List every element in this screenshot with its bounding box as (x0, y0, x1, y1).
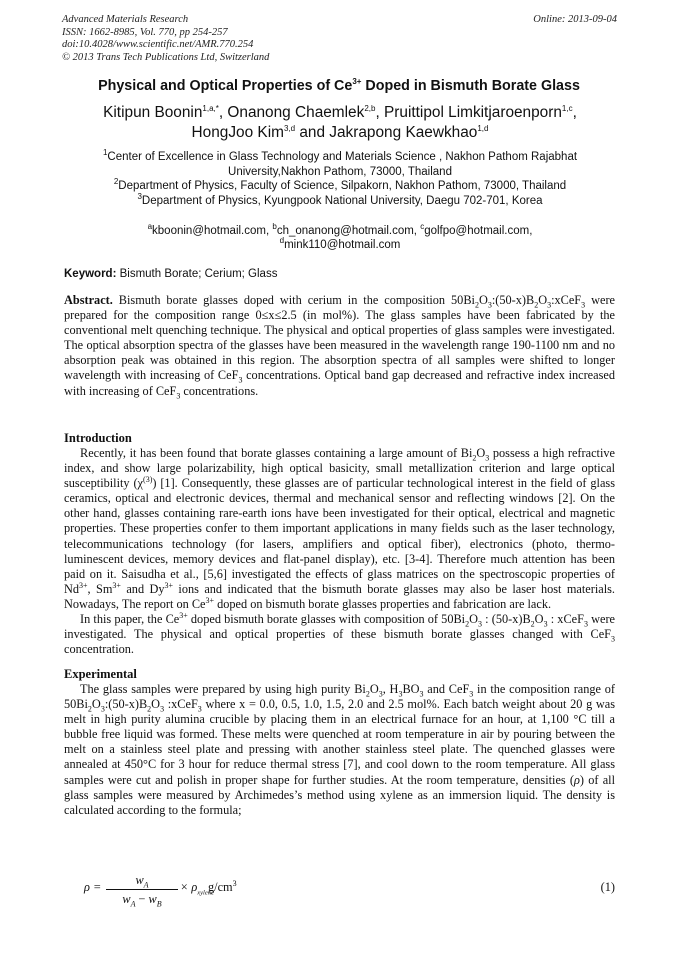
author: , Onanong Chaemlek (218, 104, 365, 121)
equation-units: $g/cm^3$ (208, 878, 237, 894)
author: , Pruittipol Limkitjaroenporn (375, 104, 562, 121)
copyright: © 2013 Trans Tech Publications Ltd, Switzerland (62, 51, 270, 63)
journal-header (62, 14, 617, 64)
author-list: Kitipun Boonin$^{1,a,*}$, Onanong Chaemlek$^{2,b}$, Pruittipol Limkitjaroenporn$^{1,c}$, HongJoo Kim$^{3,d}$ and Jakrapong Kaewkhao$^{1,d}$ (103, 103, 577, 141)
issn: ISSN: 1662-8985, Vol. 770, pp 254-257 (62, 26, 228, 38)
section-heading-introduction: Introduction (64, 431, 132, 445)
abstract: Abstract. Bismuth borate glasses doped with cerium in the composition $50Bi_2O_3:(50-x)B_2O_3:xCeF_3$ were prepared for the composition range 0≤x≤2.5 (in mol%). The glass samples have been fabricated by the conventional melt quenching technique. The physical and optical properties of glass samples were investigated. The optical absorption spectra of the glasses have been measured in the wavelength range 190-1100 nm and no absorption peak was obtained in this region. The absorption spectra of all samples were shifted to longer wavelength with increasing of CeF$_3$ concentrations. Optical band gap decreased and refractive index increased with increasing of CeF$_3$ concentrations. (64, 293, 615, 401)
author-emails: $^a$kboonin@hotmail.com, $^b$ch_onanong@hotmail.com, $^c$golfpo@hotmail.com, $^d$mink110@hotmail.com (147, 222, 533, 251)
author: HongJoo Kim (191, 124, 284, 141)
author: and Jakrapong Kaewkhao (295, 124, 478, 141)
introduction-text: Recently, it has been found that borate glasses containing a large amount of $Bi_2O_3$ possess a high refractive index, and show large polarizability, high optical basicity, small metallization criterion and large optical susceptibility $(\chi^{(3)})$ [1]. Consequently, these glasses are of particular technological interest in the field of glass ceramics, optical and electronic devices, thermal and mechanical sensor and reflecting windows [2]. On the other hand, glasses containing rare-earth ions have been investigated for their optical, electrical and magnetic properties. These properties confer to them important applications in many fields such as the laser technology, telecommunications technology (for lasers, amplifiers and optical fiber), electronics (photo, thermo-luminescent devices, memory devices and flat-panel display), etc. [3-4]. Therefore much attention has been paid on it. Saisudha et al., [5,6] investigated the effects of glass matrices on the spectroscopic properties of $Nd^{3+}$, $Sm^{3+}$ and $Dy^{3+}$ ions and indicated that the bismuth borate glasses may also be laser host materials. Nowadays, The report on $Ce^{3+}$ doped on bismuth borate glasses properties and fabrication are lack. In this paper, the $Ce^{3+}$ doped bismuth borate glasses with composition of $50Bi_2O_3$ : $(50-x)B_2O_3$ : xCeF$_3$ were investigated. The physical and optical properties of these bismuth borate glasses changed with CeF$_3$ concentration. (64, 446, 616, 657)
journal-name: Advanced Materials Research (62, 14, 189, 25)
equation-fraction: $w_A$ $w_A - w_B$ (106, 873, 178, 907)
section-heading-experimental: Experimental (64, 667, 137, 681)
equation-factor: × $\rho_{xylene}$ (180, 880, 214, 897)
experimental-text: The glass samples were prepared by using high purity $Bi_2O_3$, $H_3BO_3$ and CeF$_3$ in the composition range of $50Bi_2O_3:(50-x)B_2O_3$ :xCeF$_3$ where x = 0.0, 0.5, 1.0, 1.5, 2.0 and 2.5 mol%. Each batch weight about 20 g was melt in high purity alumina crucible by placing them in an electrical furnace for an hour, at 1,100 °C till a bubble free liquid was formed. These melts were quenched at room temperature in air by pouring between the melt on a stainless steel plate and pressing with another stainless steel plate. The quenched glasses were annealed at 450°C for 3 hour for reduce thermal stress [7], and cool down to the room temperature. All glass samples were cut and polish in proper shape for further studies. At the room temperature, densities (ρ) of all glass samples were measured by Archimedes’s method using xylene as an immersion liquid. The density is calculated according to the formula; (64, 682, 616, 817)
affiliations: $^1$Center of Excellence in Glass Technology and Materials Science , Nakhon Pathom Rajabhat University,Nakhon Pathom, 73000, Thailand $^2$Department of Physics, Faculty of Science, Silpakorn, Nakhon Pathom, 73000, Thailand $^3$Department of Physics, Kyungpook National University, Daegu 702-701, Korea (102, 148, 578, 207)
equation-lhs: ρ = (84, 880, 102, 894)
online-date: Online: 2013-09-04 (533, 14, 617, 25)
paper-title: Physical and Optical Properties of $Ce^{3+}$ Doped in Bismuth Borate Glass (98, 77, 580, 94)
doi: doi:10.4028/www.scientific.net/AMR.770.254 (62, 39, 254, 50)
author: Kitipun Boonin (103, 104, 203, 121)
equation-number: (1) (600, 880, 615, 894)
keywords: Keyword: Bismuth Borate; Cerium; Glass (64, 268, 278, 280)
density-equation (84, 869, 615, 911)
